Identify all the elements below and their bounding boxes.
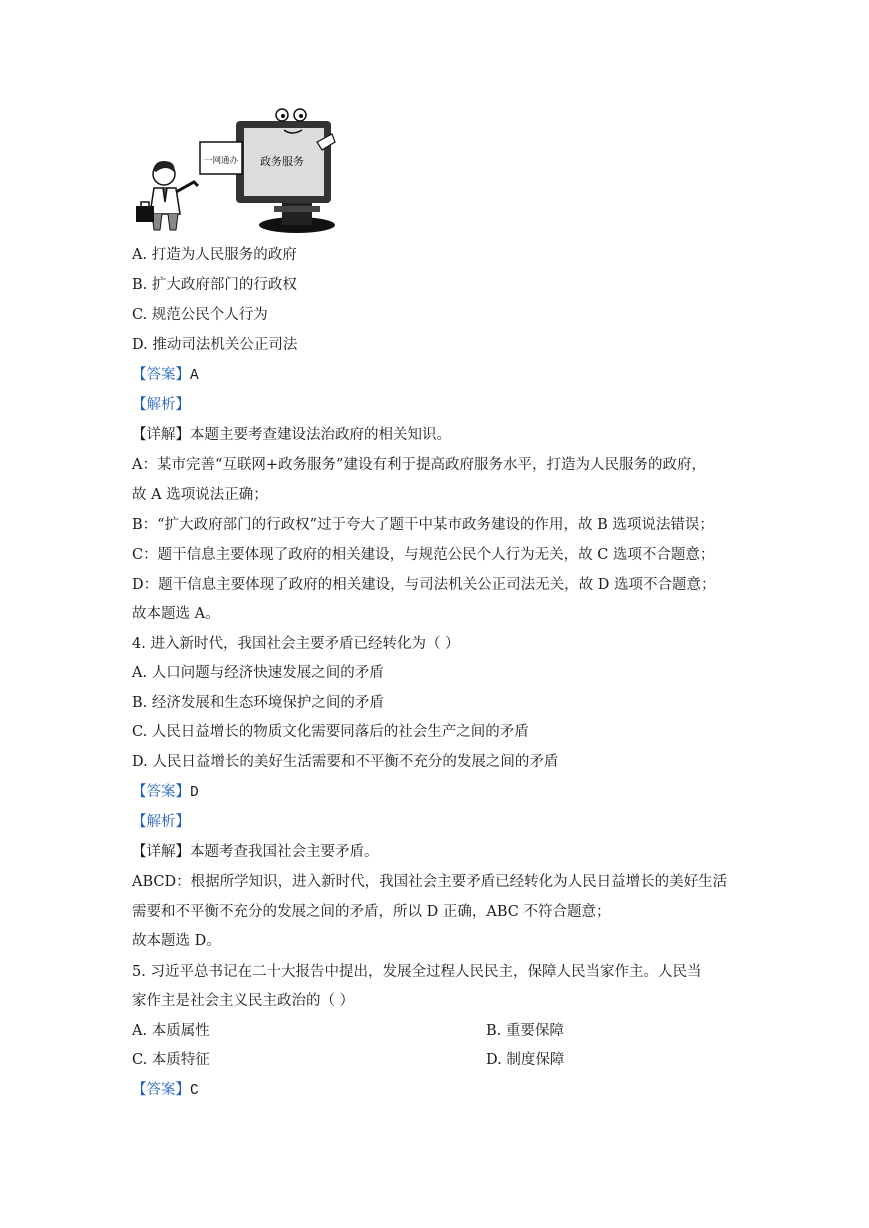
briefcase-icon — [136, 206, 154, 222]
q4-answer — [132, 782, 199, 803]
detail-text: 本题考查我国社会主要矛盾。 — [190, 844, 379, 860]
q5-option-b: B. 重要保障 — [486, 1023, 564, 1039]
q5-answer — [132, 1080, 199, 1101]
q3-answer — [132, 365, 199, 386]
answer-value: C — [190, 1083, 199, 1099]
q4-option-d: D. 人民日益增长的美好生活需要和不平衡不充分的发展之间的矛盾 — [132, 754, 559, 770]
detail-tag: 【详解】 — [132, 844, 190, 860]
government-service-illustration — [132, 102, 337, 235]
q3-option-b: B. 扩大政府部门的行政权 — [132, 277, 297, 293]
q3-conclusion: 故本题选 A。 — [132, 606, 220, 622]
q3-analysis-line: 故 A 选项说法正确； — [132, 487, 268, 503]
q4-stem: 4. 进入新时代，我国社会主要矛盾已经转化为（ ） — [132, 636, 460, 652]
q4-option-a: A. 人口问题与经济快速发展之间的矛盾 — [132, 665, 384, 681]
answer-value: A — [190, 368, 199, 384]
answer-tag: 【答案】 — [132, 1082, 190, 1098]
q5-stem-line1: 5. 习近平总书记在二十大报告中提出，发展全过程人民民主，保障人民当家作主。人民当 — [132, 964, 702, 980]
answer-value: D — [190, 785, 199, 801]
answer-tag: 【答案】 — [132, 784, 190, 800]
answer-tag: 【答案】 — [132, 367, 190, 383]
screen-label: 政务服务 — [260, 155, 304, 168]
q5-stem-line2: 家作主是社会主义民主政治的（ ） — [132, 993, 355, 1009]
q3-analysis-line: C：题干信息主要体现了政府的相关建设，与规范公民个人行为无关，故 C 选项不合题意； — [132, 547, 715, 563]
q5-option-c: C. 本质特征 — [132, 1052, 210, 1068]
q3-analysis-tag: 【解析】 — [132, 397, 190, 413]
detail-tag: 【详解】 — [132, 427, 190, 443]
q3-detail — [132, 425, 451, 445]
q3-option-a: A. 打造为人民服务的政府 — [132, 247, 297, 263]
q4-option-c: C. 人民日益增长的物质文化需要同落后的社会生产之间的矛盾 — [132, 724, 529, 740]
q3-analysis-line: D：题干信息主要体现了政府的相关建设，与司法机关公正司法无关，故 D 选项不合题意； — [132, 577, 716, 593]
q4-analysis-line: ABCD：根据所学知识，进入新时代，我国社会主要矛盾已经转化为人民日益增长的美好生活 — [132, 874, 728, 890]
q4-option-b: B. 经济发展和生态环境保护之间的矛盾 — [132, 695, 384, 711]
q5-option-d: D. 制度保障 — [486, 1052, 565, 1068]
detail-text: 本题主要考查建设法治政府的相关知识。 — [190, 427, 451, 443]
q4-detail — [132, 842, 379, 862]
sign-label: 一网通办 — [203, 156, 239, 166]
q5-option-a: A. 本质属性 — [132, 1023, 210, 1039]
q4-analysis-line: 需要和不平衡不充分的发展之间的矛盾，所以 D 正确，ABC 不符合题意； — [132, 904, 611, 920]
q3-option-c: C. 规范公民个人行为 — [132, 307, 268, 323]
q4-conclusion: 故本题选 D。 — [132, 933, 221, 949]
q3-analysis-line: B：“扩大政府部门的行政权”过于夸大了题干中某市政务建设的作用，故 B 选项说法错误； — [132, 517, 714, 533]
q4-analysis-tag: 【解析】 — [132, 814, 190, 830]
q3-option-d: D. 推动司法机关公正司法 — [132, 337, 298, 353]
q3-analysis-line: A：某市完善“互联网+政务服务”建设有利于提高政府服务水平，打造为人民服务的政府， — [132, 457, 706, 473]
